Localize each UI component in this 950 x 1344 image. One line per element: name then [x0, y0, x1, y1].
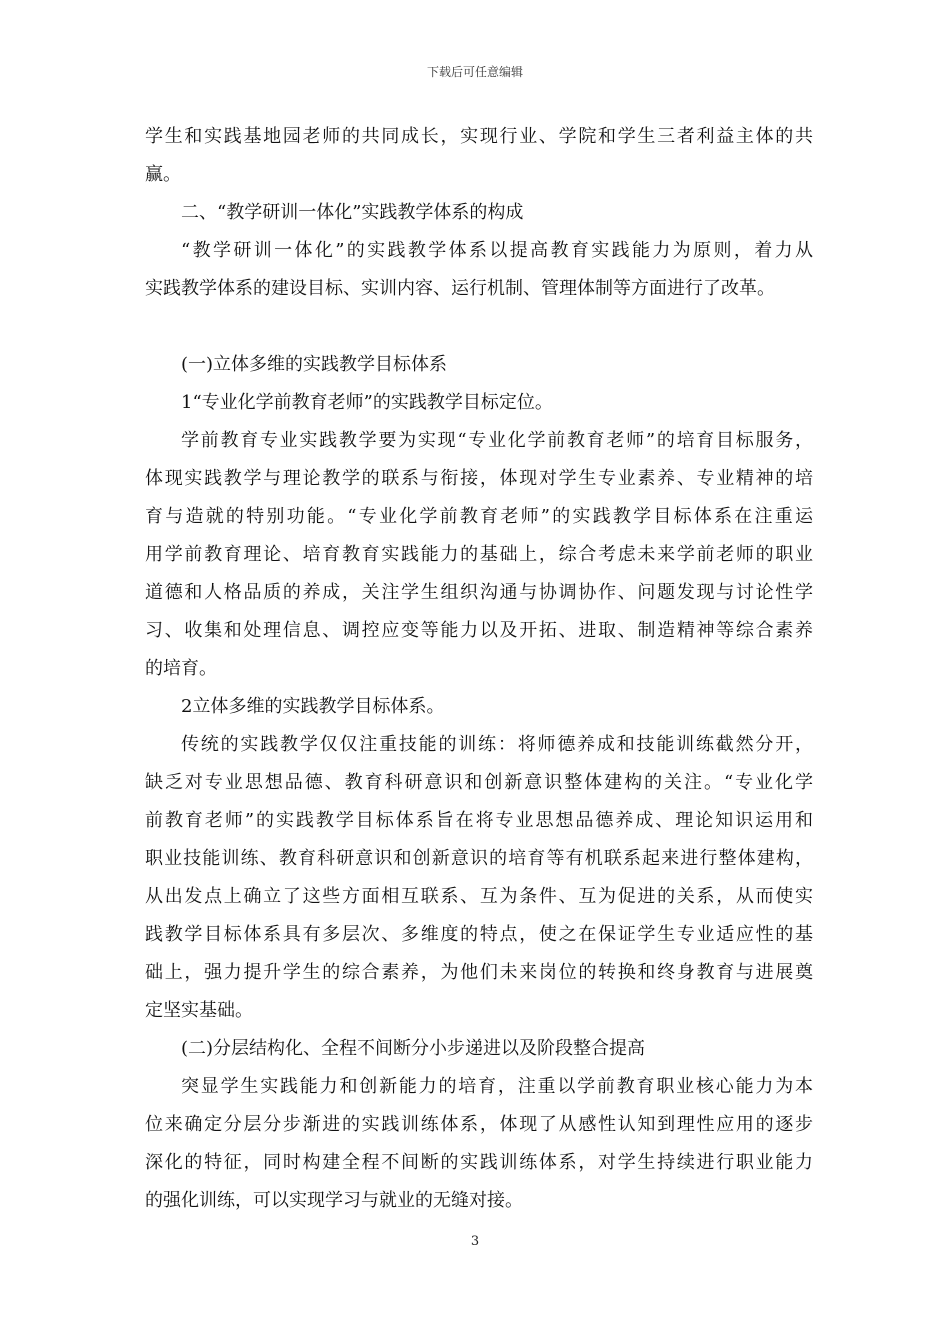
text-line: 习、收集和处理信息、调控应变等能力以及开拓、进取、制造精神等综合素养: [145, 620, 813, 641]
text-line: 突显学生实践能力和创新能力的培育，注重以学前教育职业核心能力为本: [181, 1076, 813, 1097]
paragraph-target-positioning: [145, 422, 813, 688]
text-line: 职业技能训练、教育科研意识和创新意识的培育等有机联系起来进行整体建构，: [145, 848, 813, 869]
paragraph-intro: [145, 232, 813, 308]
text-line: 础上，强力提升学生的综合素养，为他们未来岗位的转换和终身教育与进展奠: [145, 962, 813, 983]
text-line: 缺乏对专业思想品德、教育科研意识和创新意识整体建构的关注。“专业化学: [145, 772, 813, 793]
text-line: 位来确定分层分步渐进的实践训练体系，体现了从感性认知到理性应用的逐步: [145, 1114, 813, 1135]
item-heading: 2立体多维的实践教学目标体系。: [181, 696, 445, 717]
text-line: 实践教学体系的建设目标、实训内容、运行机制、管理体制等方面进行了改革。: [145, 278, 775, 299]
text-line: 用学前教育理论、培育教育实践能力的基础上，综合考虑未来学前老师的职业: [145, 544, 813, 565]
text-line: 学前教育专业实践教学要为实现“专业化学前教育老师”的培育目标服务，: [181, 430, 813, 451]
page-header: 下载后可任意编辑: [426, 65, 523, 79]
subsection-heading: (二)分层结构化、全程不间断分小步递进以及阶段整合提高: [181, 1038, 646, 1059]
paragraph-layered-training: [145, 1068, 813, 1220]
text-line: 的强化训练，可以实现学习与就业的无缝对接。: [145, 1190, 523, 1211]
page-number: 3: [470, 1234, 480, 1249]
text-line: “教学研训一体化”的实践教学体系以提高教育实践能力为原则，着力从: [181, 240, 813, 261]
text-line: 学生和实践基地园老师的共同成长，实现行业、学院和学生三者利益主体的共: [145, 126, 813, 147]
text-line: 传统的实践教学仅仅注重技能的训练：将师德养成和技能训练截然分开，: [181, 734, 813, 755]
text-line: 践教学目标体系具有多层次、多维度的特点，使之在保证学生专业适应性的基: [145, 924, 813, 945]
section-heading: 二、“教学研训一体化”实践教学体系的构成: [181, 202, 524, 223]
text-line: 赢。: [145, 164, 181, 185]
text-line: 从出发点上确立了这些方面相互联系、互为条件、互为促进的关系，从而使实: [145, 886, 813, 907]
paragraph-target-system: [145, 726, 813, 1030]
text-line: 育与造就的特别功能。“专业化学前教育老师”的实践教学目标体系在注重运: [145, 506, 813, 527]
text-line: 前教育老师”的实践教学目标体系旨在将专业思想品德养成、理论知识运用和: [145, 810, 813, 831]
blank-line: [145, 308, 813, 346]
text-line: 深化的特征，同时构建全程不间断的实践训练体系，对学生持续进行职业能力: [145, 1152, 813, 1173]
item-heading: 1“专业化学前教育老师”的实践教学目标定位。: [181, 392, 553, 413]
paragraph-continuation: [145, 118, 813, 194]
subsection-heading: (一)立体多维的实践教学目标体系: [181, 354, 448, 375]
text-line: 定坚实基础。: [145, 1000, 253, 1021]
text-line: 体现实践教学与理论教学的联系与衔接，体现对学生专业素养、专业精神的培: [145, 468, 813, 489]
document-body: [145, 118, 813, 1220]
text-line: 的培育。: [145, 658, 217, 679]
text-line: 道德和人格品质的养成，关注学生组织沟通与协调协作、问题发现与讨论性学: [145, 582, 813, 603]
